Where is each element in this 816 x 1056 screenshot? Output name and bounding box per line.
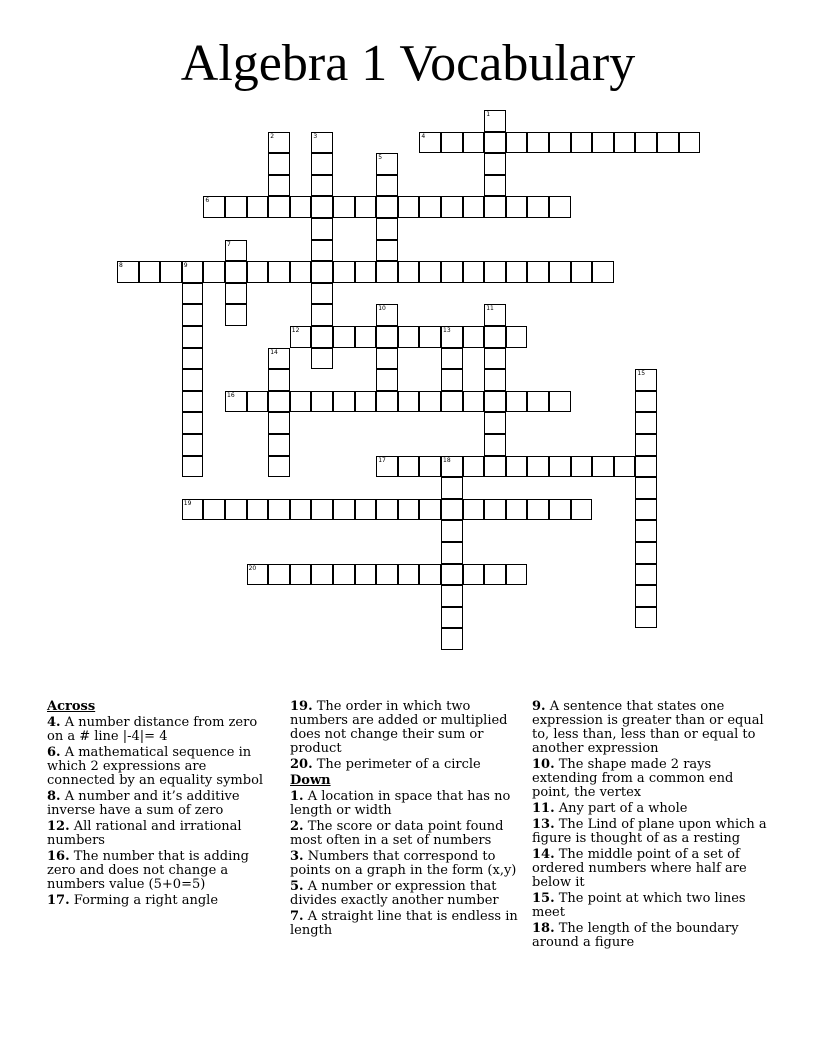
grid-cell[interactable] — [311, 175, 333, 197]
grid-cell[interactable] — [182, 326, 204, 348]
grid-cell[interactable] — [463, 326, 485, 348]
cell-number: 17 — [378, 456, 386, 464]
grid-cell[interactable] — [268, 434, 290, 456]
clue-number: 12. — [47, 819, 70, 834]
grid-cell[interactable] — [333, 261, 355, 283]
across-clue — [47, 850, 275, 892]
clues-column-3 — [532, 700, 772, 952]
down-clue — [290, 880, 518, 908]
grid-cell[interactable] — [182, 499, 204, 521]
grid-cell[interactable] — [484, 369, 506, 391]
grid-cell[interactable] — [182, 412, 204, 434]
down-clue — [532, 802, 772, 816]
clue-text: A number and it’s additive inverse have a sum of zero — [47, 789, 240, 818]
grid-cell[interactable] — [225, 391, 247, 413]
grid-cell[interactable] — [268, 391, 290, 413]
clue-number: 14. — [532, 847, 555, 862]
grid-cell[interactable] — [333, 326, 355, 348]
grid-cell[interactable] — [376, 304, 398, 326]
clue-text: The score or data point found most often in a set of numbers — [290, 819, 504, 848]
grid-cell[interactable] — [203, 196, 225, 218]
cell-number: 2 — [270, 132, 275, 140]
grid-cell[interactable] — [268, 348, 290, 370]
grid-cell[interactable] — [333, 391, 355, 413]
grid-cell[interactable] — [484, 412, 506, 434]
clue-text: All rational and irrational numbers — [47, 819, 242, 848]
grid-cell[interactable] — [355, 564, 377, 586]
grid-cell[interactable] — [441, 326, 463, 348]
grid-cell[interactable] — [441, 477, 463, 499]
grid-cell[interactable] — [506, 196, 528, 218]
grid-cell[interactable] — [376, 175, 398, 197]
grid-cell[interactable] — [441, 564, 463, 586]
grid-cell[interactable] — [182, 348, 204, 370]
grid-cell[interactable] — [506, 132, 528, 154]
down-clue — [532, 922, 772, 950]
across-clue — [47, 746, 275, 788]
grid-cell[interactable] — [182, 456, 204, 478]
grid-cell[interactable] — [268, 564, 290, 586]
grid-cell[interactable] — [225, 499, 247, 521]
cell-number: 14 — [270, 348, 278, 356]
cell-number: 13 — [443, 327, 451, 334]
across-heading: Across — [47, 699, 96, 714]
grid-cell[interactable] — [355, 326, 377, 348]
grid-cell[interactable] — [419, 326, 441, 348]
clue-number: 4. — [47, 715, 61, 730]
grid-cell[interactable] — [398, 326, 420, 348]
grid-cell[interactable] — [527, 261, 549, 283]
grid-cell[interactable] — [419, 261, 441, 283]
cell-number: 19 — [183, 499, 192, 507]
across-clue-list — [47, 716, 275, 908]
clue-text: The number that is adding zero and does not change a numbers value (5+0=5) — [47, 849, 249, 892]
cell-number: 18 — [443, 456, 451, 464]
grid-cell[interactable] — [484, 348, 506, 370]
grid-cell[interactable] — [290, 261, 312, 283]
grid-cell[interactable] — [225, 240, 247, 262]
grid-cell[interactable] — [484, 304, 506, 326]
grid-cell[interactable] — [182, 369, 204, 391]
grid-cell[interactable] — [592, 261, 614, 283]
across-clue-list-continued — [290, 700, 518, 772]
grid-cell[interactable] — [441, 542, 463, 564]
grid-cell[interactable] — [247, 391, 269, 413]
grid-cell[interactable] — [311, 304, 333, 326]
grid-cell[interactable] — [657, 132, 679, 154]
down-clue — [532, 892, 772, 920]
clue-number: 17. — [47, 893, 70, 908]
grid-cell[interactable] — [419, 456, 441, 478]
cell-number: 5 — [378, 154, 383, 162]
grid-cell[interactable] — [635, 369, 657, 391]
cell-number: 4 — [421, 132, 426, 140]
grid-cell[interactable] — [506, 326, 528, 348]
grid-cell[interactable] — [571, 456, 593, 478]
down-clue — [532, 818, 772, 846]
grid-cell[interactable] — [549, 261, 571, 283]
grid-cell[interactable] — [355, 499, 377, 521]
grid-cell[interactable] — [268, 153, 290, 175]
grid-cell[interactable] — [635, 132, 657, 154]
cell-number: 3 — [313, 132, 318, 140]
grid-cell[interactable] — [679, 132, 701, 154]
grid-cell[interactable] — [463, 261, 485, 283]
grid-cell[interactable] — [355, 261, 377, 283]
grid-cell[interactable] — [506, 456, 528, 478]
grid-cell[interactable] — [506, 391, 528, 413]
grid-cell[interactable] — [139, 261, 161, 283]
grid-cell[interactable] — [592, 456, 614, 478]
grid-cell[interactable] — [311, 218, 333, 240]
grid-cell[interactable] — [463, 196, 485, 218]
grid-cell[interactable] — [333, 196, 355, 218]
grid-cell[interactable] — [290, 564, 312, 586]
grid-cell[interactable] — [117, 261, 139, 283]
clue-text: A number or expression that divides exactly another number — [290, 879, 499, 908]
grid-cell[interactable] — [376, 456, 398, 478]
grid-cell[interactable] — [225, 196, 247, 218]
grid-cell[interactable] — [376, 196, 398, 218]
grid-cell[interactable] — [571, 261, 593, 283]
grid-cell[interactable] — [441, 348, 463, 370]
grid-cell[interactable] — [182, 434, 204, 456]
clue-text: Any part of a whole — [554, 801, 688, 816]
grid-cell[interactable] — [635, 520, 657, 542]
grid-cell[interactable] — [635, 585, 657, 607]
grid-cell[interactable] — [635, 456, 657, 478]
down-clue — [532, 700, 772, 756]
grid-cell[interactable] — [441, 499, 463, 521]
clue-text: The perimeter of a circle — [312, 757, 481, 772]
cell-number: 10 — [378, 305, 386, 313]
clue-number: 8. — [47, 789, 61, 804]
grid-cell[interactable] — [290, 499, 312, 521]
clue-text: Numbers that correspond to points on a graph in the form (x,y) — [290, 849, 517, 878]
grid-cell[interactable] — [311, 499, 333, 521]
across-clue — [47, 790, 275, 818]
grid-cell[interactable] — [160, 261, 182, 283]
grid-cell[interactable] — [376, 326, 398, 348]
clue-text: Forming a right angle — [69, 893, 219, 908]
grid-cell[interactable] — [441, 196, 463, 218]
grid-cell[interactable] — [635, 412, 657, 434]
grid-cell[interactable] — [376, 218, 398, 240]
grid-cell[interactable] — [549, 456, 571, 478]
grid-cell[interactable] — [376, 369, 398, 391]
down-clue — [290, 850, 518, 878]
grid-cell[interactable] — [247, 499, 269, 521]
cell-number: 12 — [291, 327, 300, 334]
clue-text: A mathematical sequence in which 2 expressions are connected by an equality symbol — [47, 745, 264, 788]
grid-cell[interactable] — [311, 391, 333, 413]
grid-cell[interactable] — [376, 240, 398, 262]
grid-cell[interactable] — [268, 132, 290, 154]
grid-cell[interactable] — [635, 434, 657, 456]
grid-cell[interactable] — [225, 261, 247, 283]
grid-cell[interactable] — [290, 326, 312, 348]
down-clue — [532, 848, 772, 890]
grid-cell[interactable] — [506, 564, 528, 586]
down-heading: Down — [290, 773, 331, 788]
grid-cell[interactable] — [463, 456, 485, 478]
down-clue — [290, 790, 518, 818]
grid-cell[interactable] — [484, 153, 506, 175]
grid-cell[interactable] — [484, 564, 506, 586]
clue-number: 3. — [290, 849, 304, 864]
grid-cell[interactable] — [311, 283, 333, 305]
cell-number: 16 — [227, 391, 235, 399]
clue-number: 13. — [532, 817, 555, 832]
grid-cell[interactable] — [549, 132, 571, 154]
clue-number: 10. — [532, 757, 555, 772]
grid-cell[interactable] — [614, 132, 636, 154]
grid-cell[interactable] — [549, 391, 571, 413]
clue-text: The shape made 2 rays extending from a common end point, the vertex — [532, 757, 734, 800]
grid-cell[interactable] — [182, 391, 204, 413]
grid-cell[interactable] — [419, 132, 441, 154]
grid-cell[interactable] — [527, 391, 549, 413]
grid-cell[interactable] — [355, 196, 377, 218]
grid-cell[interactable] — [463, 564, 485, 586]
grid-cell[interactable] — [268, 175, 290, 197]
grid-cell[interactable] — [311, 153, 333, 175]
grid-cell[interactable] — [247, 196, 269, 218]
grid-cell[interactable] — [527, 499, 549, 521]
grid-cell[interactable] — [441, 520, 463, 542]
grid-cell[interactable] — [268, 196, 290, 218]
grid-cell[interactable] — [419, 499, 441, 521]
clue-text: The Lind of plane upon which a figure is thought of as a resting — [532, 817, 767, 846]
clues-column-2 — [290, 700, 518, 940]
grid-cell[interactable] — [398, 456, 420, 478]
grid-cell[interactable] — [484, 110, 506, 132]
clue-text: A number distance from zero on a # line |-4|= 4 — [47, 715, 258, 744]
grid-cell[interactable] — [484, 175, 506, 197]
clue-text: The length of the boundary around a figure — [532, 921, 739, 950]
down-clue — [290, 910, 518, 938]
grid-cell[interactable] — [398, 499, 420, 521]
clue-number: 20. — [290, 757, 313, 772]
grid-cell[interactable] — [376, 153, 398, 175]
grid-cell[interactable] — [355, 391, 377, 413]
page-title: Algebra 1 Vocabulary — [180, 35, 636, 92]
grid-cell[interactable] — [463, 499, 485, 521]
grid-cell[interactable] — [182, 261, 204, 283]
grid-cell[interactable] — [376, 391, 398, 413]
across-clue — [47, 820, 275, 848]
grid-cell[interactable] — [614, 456, 636, 478]
clue-number: 1. — [290, 789, 304, 804]
clue-text: A location in space that has no length or width — [290, 789, 511, 818]
grid-cell[interactable] — [419, 391, 441, 413]
grid-cell[interactable] — [311, 326, 333, 348]
clues-column-1 — [47, 700, 275, 910]
down-clue-list — [290, 790, 518, 938]
grid-cell[interactable] — [247, 564, 269, 586]
grid-cell[interactable] — [635, 499, 657, 521]
grid-cell[interactable] — [268, 369, 290, 391]
grid-cell[interactable] — [635, 542, 657, 564]
grid-cell[interactable] — [376, 499, 398, 521]
cell-number: 1 — [486, 111, 491, 118]
clue-number: 9. — [532, 699, 546, 714]
clue-text: The point at which two lines meet — [532, 891, 746, 920]
grid-cell[interactable] — [527, 196, 549, 218]
grid-cell[interactable] — [441, 456, 463, 478]
grid-cell[interactable] — [549, 499, 571, 521]
grid-cell[interactable] — [203, 499, 225, 521]
cell-number: 11 — [486, 305, 494, 313]
grid-cell[interactable] — [441, 369, 463, 391]
grid-cell[interactable] — [484, 196, 506, 218]
grid-cell[interactable] — [484, 326, 506, 348]
grid-cell[interactable] — [290, 196, 312, 218]
grid-cell[interactable] — [268, 412, 290, 434]
grid-cell[interactable] — [484, 456, 506, 478]
grid-cell[interactable] — [376, 564, 398, 586]
grid-cell[interactable] — [311, 196, 333, 218]
grid-cell[interactable] — [225, 304, 247, 326]
grid-cell[interactable] — [398, 391, 420, 413]
across-clue — [47, 894, 275, 908]
grid-cell[interactable] — [333, 499, 355, 521]
cell-number: 7 — [227, 240, 231, 248]
grid-cell[interactable] — [441, 607, 463, 629]
grid-cell[interactable] — [398, 261, 420, 283]
clue-text: A sentence that states one expression is greater than or equal to, less than, less than or equal to another expression — [532, 699, 764, 756]
clue-number: 5. — [290, 879, 304, 894]
grid-cell[interactable] — [441, 585, 463, 607]
grid-cell[interactable] — [203, 261, 225, 283]
grid-cell[interactable] — [506, 499, 528, 521]
clue-number: 7. — [290, 909, 304, 924]
grid-cell[interactable] — [419, 196, 441, 218]
clue-number: 16. — [47, 849, 70, 864]
clue-number: 18. — [532, 921, 555, 936]
clue-number: 19. — [290, 699, 313, 714]
cell-number: 8 — [119, 262, 123, 270]
grid-cell[interactable] — [398, 564, 420, 586]
grid-cell[interactable] — [571, 499, 593, 521]
cell-number: 15 — [637, 370, 646, 378]
down-clue — [290, 820, 518, 848]
across-clue — [290, 700, 518, 756]
grid-cell[interactable] — [549, 196, 571, 218]
grid-cell[interactable] — [527, 456, 549, 478]
clue-number: 2. — [290, 819, 304, 834]
grid-cell[interactable] — [463, 391, 485, 413]
clue-text: A straight line that is endless in length — [290, 909, 518, 938]
cell-number: 9 — [183, 262, 188, 270]
grid-cell[interactable] — [506, 261, 528, 283]
grid-cell[interactable] — [311, 132, 333, 154]
grid-cell[interactable] — [311, 348, 333, 370]
grid-cell[interactable] — [398, 196, 420, 218]
across-clue — [47, 716, 275, 744]
grid-cell[interactable] — [484, 391, 506, 413]
clue-number: 6. — [47, 745, 61, 760]
clue-number: 15. — [532, 891, 555, 906]
grid-cell[interactable] — [635, 607, 657, 629]
grid-cell[interactable] — [311, 564, 333, 586]
grid-cell[interactable] — [268, 261, 290, 283]
grid-cell[interactable] — [441, 132, 463, 154]
grid-cell[interactable] — [484, 261, 506, 283]
grid-cell[interactable] — [311, 240, 333, 262]
grid-cell[interactable] — [635, 564, 657, 586]
grid-cell[interactable] — [441, 628, 463, 650]
grid-cell[interactable] — [441, 261, 463, 283]
grid-cell[interactable] — [484, 434, 506, 456]
grid-cell[interactable] — [225, 283, 247, 305]
grid-cell[interactable] — [635, 477, 657, 499]
down-clue-list-continued — [532, 700, 772, 950]
clue-text: The middle point of a set of ordered numbers where half are below it — [532, 847, 747, 890]
down-clue — [532, 758, 772, 800]
grid-cell[interactable] — [376, 261, 398, 283]
grid-cell[interactable] — [571, 132, 593, 154]
grid-cell[interactable] — [592, 132, 614, 154]
cell-number: 20 — [248, 564, 257, 572]
grid-cell[interactable] — [268, 456, 290, 478]
grid-cell[interactable] — [484, 132, 506, 154]
grid-cell[interactable] — [290, 391, 312, 413]
across-clue — [290, 758, 518, 772]
grid-cell[interactable] — [419, 564, 441, 586]
grid-cell[interactable] — [247, 261, 269, 283]
grid-cell[interactable] — [182, 283, 204, 305]
grid-cell[interactable] — [376, 348, 398, 370]
clue-number: 11. — [532, 801, 555, 816]
grid-cell[interactable] — [484, 499, 506, 521]
grid-cell[interactable] — [333, 564, 355, 586]
grid-cell[interactable] — [268, 499, 290, 521]
grid-cell[interactable] — [635, 391, 657, 413]
grid-cell[interactable] — [463, 132, 485, 154]
grid-cell[interactable] — [441, 391, 463, 413]
grid-cell[interactable] — [311, 261, 333, 283]
grid-cell[interactable] — [182, 304, 204, 326]
grid-cell[interactable] — [527, 132, 549, 154]
cell-number: 6 — [205, 197, 210, 205]
clue-text: The order in which two numbers are added or multiplied does not change their sum or product — [290, 699, 508, 756]
